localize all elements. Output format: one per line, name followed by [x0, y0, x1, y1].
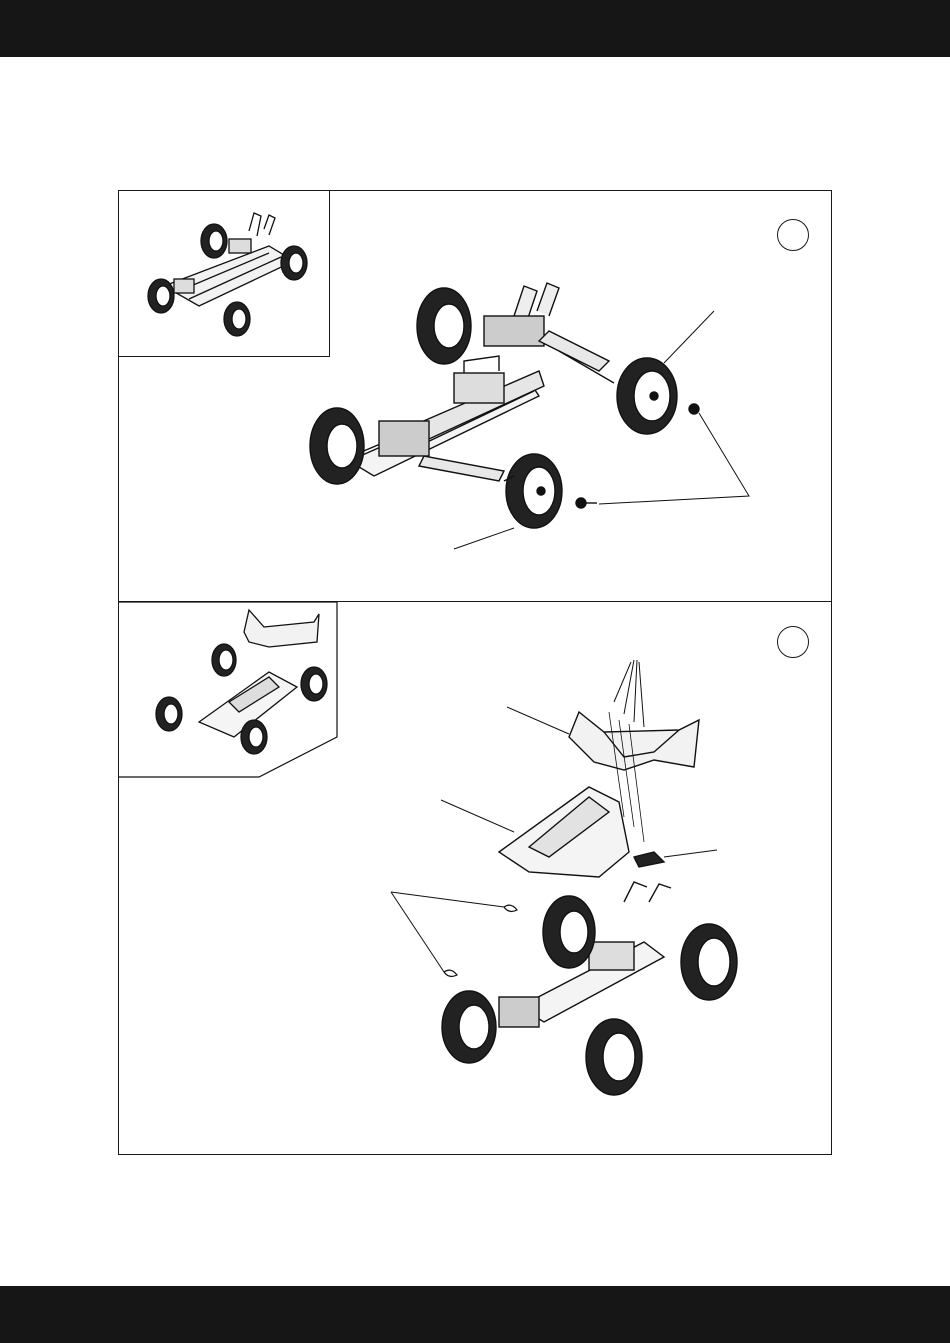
step-panel-body-wing-install: [119, 601, 831, 1155]
footer-band: [0, 1286, 950, 1343]
body-wing-install-diagram: [119, 602, 833, 1155]
header-band: [0, 0, 950, 57]
instruction-frame: [118, 190, 832, 1155]
wheel-install-diagram: [119, 191, 833, 601]
step-panel-wheel-install: [119, 191, 831, 601]
